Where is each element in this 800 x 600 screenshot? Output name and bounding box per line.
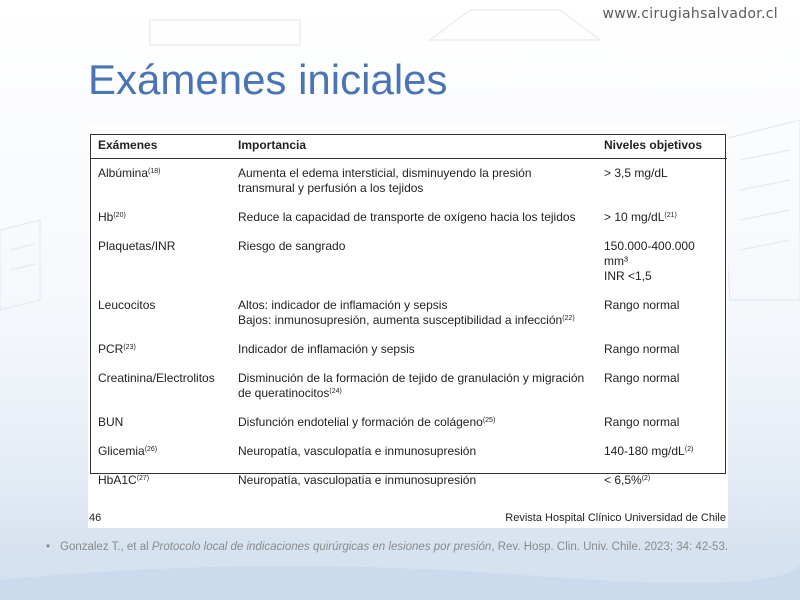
importance-cell: Neuropatía, vasculopatía e inmunosupresión [238, 473, 477, 487]
target-cell: 150.000-400.000 mm³ INR <1,5 [604, 239, 695, 283]
table-row [91, 201, 727, 230]
citation-source: , Rev. Hosp. Clin. Univ. Chile. 2023; 34: 42-53. [491, 541, 729, 553]
target-cell: Rango normal [604, 342, 680, 356]
journal-name: Revista Hospital Clínico Universidad de Chile [505, 512, 726, 524]
importance-cell: Reduce la capacidad de transporte de oxígeno hacia los tejidos [238, 210, 576, 224]
citation [46, 541, 780, 554]
exam-cell: Hb$^{(20)}$ [98, 210, 126, 224]
target-cell: < 6,5%$^{(2)}$ [604, 473, 651, 487]
table-row [91, 159, 727, 202]
header-importance: Importancia [231, 135, 597, 159]
exam-cell: Glicemia$^{(26)}$ [98, 444, 158, 458]
target-cell: 140-180 $mg/dL^{(2)}$ [604, 444, 694, 458]
table-border [90, 134, 726, 487]
exam-cell: Leucocitos [98, 298, 156, 312]
exam-cell: Creatinina/Electrolitos [98, 371, 215, 385]
target-cell: Rango normal [604, 371, 680, 385]
exam-cell: Albúmina$^{(18)}$ [98, 166, 161, 180]
table-row [91, 362, 727, 406]
citation-title: Protocolo local de indicaciones quirúrgicas en lesiones por presión [151, 541, 492, 553]
target-cell: > 10 $mg/dL^{(21)}$ [604, 210, 677, 224]
target-cell: Rango normal [604, 415, 680, 429]
table-row [91, 435, 727, 464]
target-cell: Rango normal [604, 298, 680, 312]
header-target-levels: Niveles objetivos [597, 135, 727, 159]
citation-authors: Gonzalez T., et al [60, 541, 149, 553]
importance-cell: Disfunción endotelial y formación de colágeno$^{(25)}$ [238, 415, 496, 429]
importance-cell: Aumenta el edema intersticial, disminuyendo la presión transmural y perfusión a los tejidos [238, 166, 532, 195]
table-row [91, 406, 727, 435]
table-image-panel [88, 126, 728, 528]
table-row [91, 230, 727, 289]
header-exams: Exámenes [91, 135, 231, 159]
importance-cell: Indicador de inflamación y sepsis [238, 342, 415, 356]
importance-cell: Riesgo de sangrado [238, 239, 346, 253]
site-url: www.cirugiahsalvador.cl [602, 6, 778, 22]
page-number: 46 [89, 512, 102, 524]
importance-cell: Disminución de la formación de tejido de granulación y migración de queratinocitos$^{(24)}$ [238, 371, 585, 400]
bullet-icon: • [46, 541, 51, 553]
table-header-row [91, 135, 727, 159]
exam-cell: BUN [98, 415, 124, 429]
target-cell: > 3,5 mg/dL [604, 166, 668, 180]
table-row [91, 289, 727, 333]
exams-table [91, 135, 727, 493]
table-footer [88, 512, 728, 528]
exam-cell: PCR$^{(23)}$ [98, 342, 136, 356]
importance-cell: Neuropatía, vasculopatía e inmunosupresión [238, 444, 477, 458]
table-row [91, 464, 727, 493]
table-row [91, 333, 727, 362]
exam-cell: Plaquetas/INR [98, 239, 176, 253]
importance-cell: Altos: indicador de inflamación y sepsis Bajos: inmunosupresión, aumenta susceptibilidad a infección$^{(22)}$ [238, 298, 575, 327]
slide-title: Exámenes iniciales [88, 56, 448, 103]
exam-cell: $HbA1C^{(27)}$ [98, 473, 150, 487]
